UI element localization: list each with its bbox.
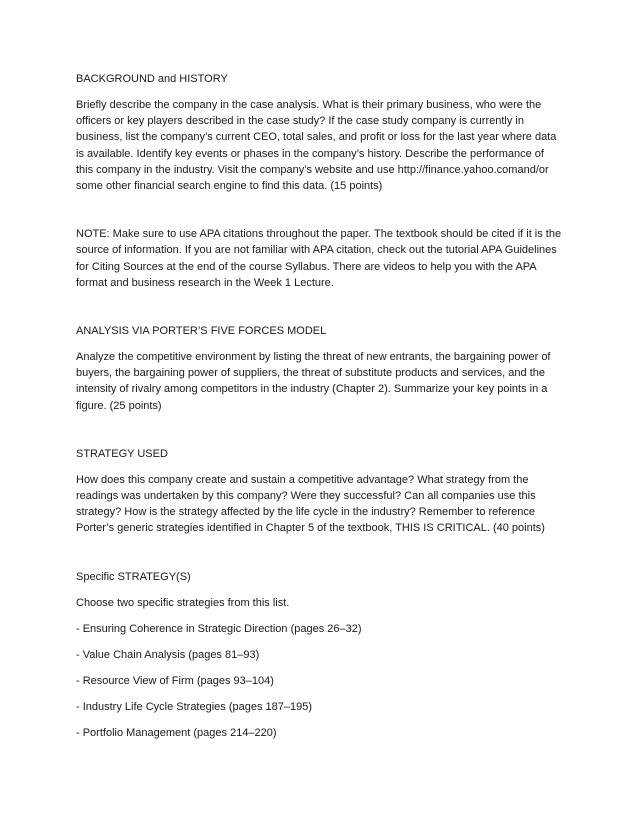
- document-page: [76, 71, 564, 751]
- porter-body: Analyze the competitive environment by listing the threat of new entrants, the bargaining power of buyers, the bargaining power of suppliers, the threat of substitute products and services, and the intensity of rivalry among competitors in the industry (Chapter 2). Summarize your key points in a figure. (25 points): [76, 351, 551, 412]
- strategy-body: How does this company create and sustain a competitive advantage? What strategy from the readings was undertaken by this company? Were they successful? Can all companies use this strategy? How is the strategy affected by the life cycle in the industry? Remember to reference Porter’s generic strategies identified in Chapter 5 of the textbook, THIS IS CRITICAL. (40 points): [76, 473, 545, 535]
- list-item: - Resource View of Firm (pages 93–104): [76, 674, 274, 687]
- strategy-section: [76, 446, 564, 537]
- strategy-list: [76, 621, 564, 741]
- list-item: - Ensuring Coherence in Strategic Direction (pages 26–32): [76, 622, 362, 635]
- specific-strategy-heading: Specific STRATEGY(S): [76, 570, 191, 583]
- porter-section: [76, 323, 564, 414]
- porter-heading: ANALYSIS VIA PORTER’S FIVE FORCES MODEL: [76, 325, 327, 338]
- note-section: [76, 226, 564, 291]
- background-heading: BACKGROUND and HISTORY: [76, 73, 228, 85]
- strategy-heading: STRATEGY USED: [76, 447, 168, 460]
- specific-strategy-section: [76, 569, 564, 741]
- background-section: [76, 71, 564, 194]
- list-item: - Industry Life Cycle Strategies (pages 187–195): [76, 700, 313, 713]
- note-body: NOTE: Make sure to use APA citations throughout the paper. The textbook should be cited if it is the source of information. If you are not familiar with APA citation, check out the tutorial APA Guidelines for Citing Sources at the end of the course Syllabus. There are videos to help you with the APA format and business research in the Week 1 Lecture.: [76, 228, 562, 289]
- list-item: - Portfolio Management (pages 214–220): [76, 726, 277, 739]
- specific-strategy-intro: Choose two specific strategies from this list.: [76, 596, 290, 609]
- list-item: - Value Chain Analysis (pages 81–93): [76, 648, 260, 661]
- background-body: Briefly describe the company in the case analysis. What is their primary business, who were the officers or key players described in the case study? If the case study company is currently in business, list the company’s current CEO, total sales, and profit or loss for the last year where data is available. Identify key events or phases in the company’s history. Describe the performance of this company in the industry. Visit the company’s website and use http://finance.yahoo.comand/or some other financial search engine to find this data. (15 points): [76, 99, 557, 193]
